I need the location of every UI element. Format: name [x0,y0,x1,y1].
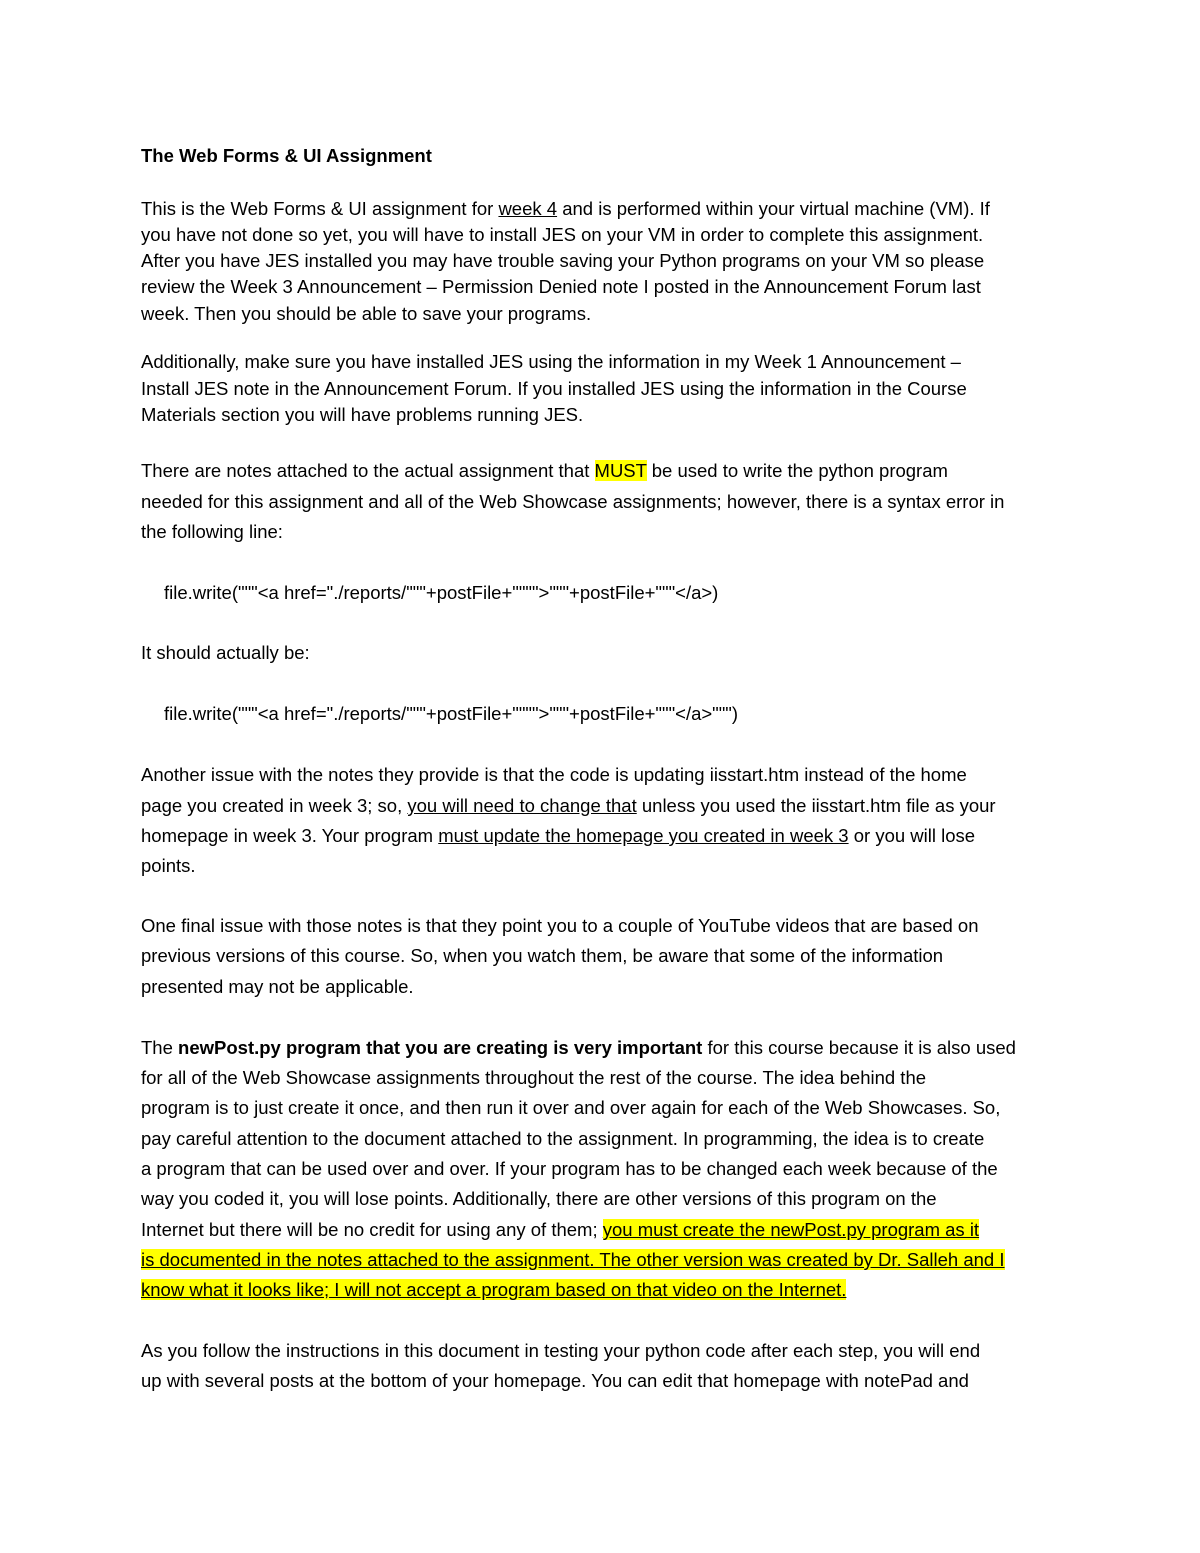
paragraph-4-line-1: Another issue with the notes they provide is that the code is updating iisstart.htm instead of the home [141,764,967,785]
paragraph-6-line-4: pay careful attention to the document attached to the assignment. In programming, the idea is to create [141,1128,985,1149]
paragraph-1-line-2: you have not done so yet, you will have to install JES on your VM in order to complete this assignment. [141,224,984,245]
paragraph-4-line-4: points. [141,855,196,876]
paragraph-1-line-4: review the Week 3 Announcement – Permission Denied note I posted in the Announcement Forum last [141,276,981,297]
paragraph-4-line-3: homepage in week 3. Your program must update the homepage you created in week 3 or you will lose [141,825,976,846]
code-line-incorrect: file.write("""<a href="./reports/"""+postFile+"""">"""+postFile+"""</a>) [164,582,719,603]
highlighted-requirement-middle: is documented in the notes attached to the assignment. The other version was created by Dr. Salleh and I [141,1249,1005,1270]
paragraph-2-line-1: Additionally, make sure you have installed JES using the information in my Week 1 Announcement – [141,351,961,372]
paragraph-7-line-1: As you follow the instructions in this document in testing your python code after each step, you will end [141,1340,981,1361]
paragraph-4-line-2: page you created in week 3; so, you will need to change that unless you used the iisstart.htm file as your [141,795,996,816]
paragraph-2-line-2: Install JES note in the Announcement Forum. If you installed JES using the information in the Course [141,378,967,399]
paragraph-1-line-5: week. Then you should be able to save your programs. [141,303,592,324]
highlighted-requirement-start: you must create the newPost.py program as it [602,1219,980,1240]
paragraph-5-line-3: presented may not be applicable. [141,976,414,997]
paragraph-5-line-2: previous versions of this course. So, when you watch them, be aware that some of the information [141,945,944,966]
paragraph-3-line-3: the following line: [141,521,283,542]
document-title: The Web Forms & UI Assignment [141,145,432,166]
paragraph-1-line-3: After you have JES installed you may have trouble saving your Python programs on your VM so please [141,250,985,271]
paragraph-6-line-6: way you coded it, you will lose points. Additionally, there are other versions of this program on the [141,1188,937,1209]
highlighted-requirement-end: know what it looks like; I will not accept a program based on that video on the Internet. [141,1279,847,1300]
code-line-correct: file.write("""<a href="./reports/"""+postFile+"""">"""+postFile+"""</a>""") [164,703,739,724]
paragraph-3-line-1: There are notes attached to the actual assignment that MUST be used to write the python program [141,460,948,481]
should-be-label: It should actually be: [141,642,310,663]
paragraph-6-line-5: a program that can be used over and over. If your program has to be changed each week because of the [141,1158,998,1179]
must-highlight: MUST [594,460,647,481]
paragraph-6-line-3: program is to just create it once, and then run it over and over again for each of the Web Showcases. So, [141,1097,1001,1118]
paragraph-6-line-2: for all of the Web Showcase assignments throughout the rest of the course. The idea behind the [141,1067,927,1088]
paragraph-1-line-1: This is the Web Forms & UI assignment for week 4 and is performed within your virtual machine (VM). If [141,198,990,219]
paragraph-6-line-8 [141,1248,1005,1272]
paragraph-6-line-9 [141,1278,846,1302]
paragraph-6-line-7: Internet but there will be no credit for using any of them; you must create the newPost.py program as it [141,1219,980,1240]
paragraph-7-line-2: up with several posts at the bottom of your homepage. You can edit that homepage with notePad and [141,1370,969,1391]
week-4-link: week 4 [498,198,558,219]
paragraph-6-line-1: The newPost.py program that you are creating is very important for this course because it is also used [141,1037,1016,1058]
paragraph-2-line-3: Materials section you will have problems running JES. [141,404,584,425]
paragraph-5-line-1: One final issue with those notes is that they point you to a couple of YouTube videos that are based on [141,915,979,936]
paragraph-3-line-2: needed for this assignment and all of the Web Showcase assignments; however, there is a syntax error in [141,491,1005,512]
